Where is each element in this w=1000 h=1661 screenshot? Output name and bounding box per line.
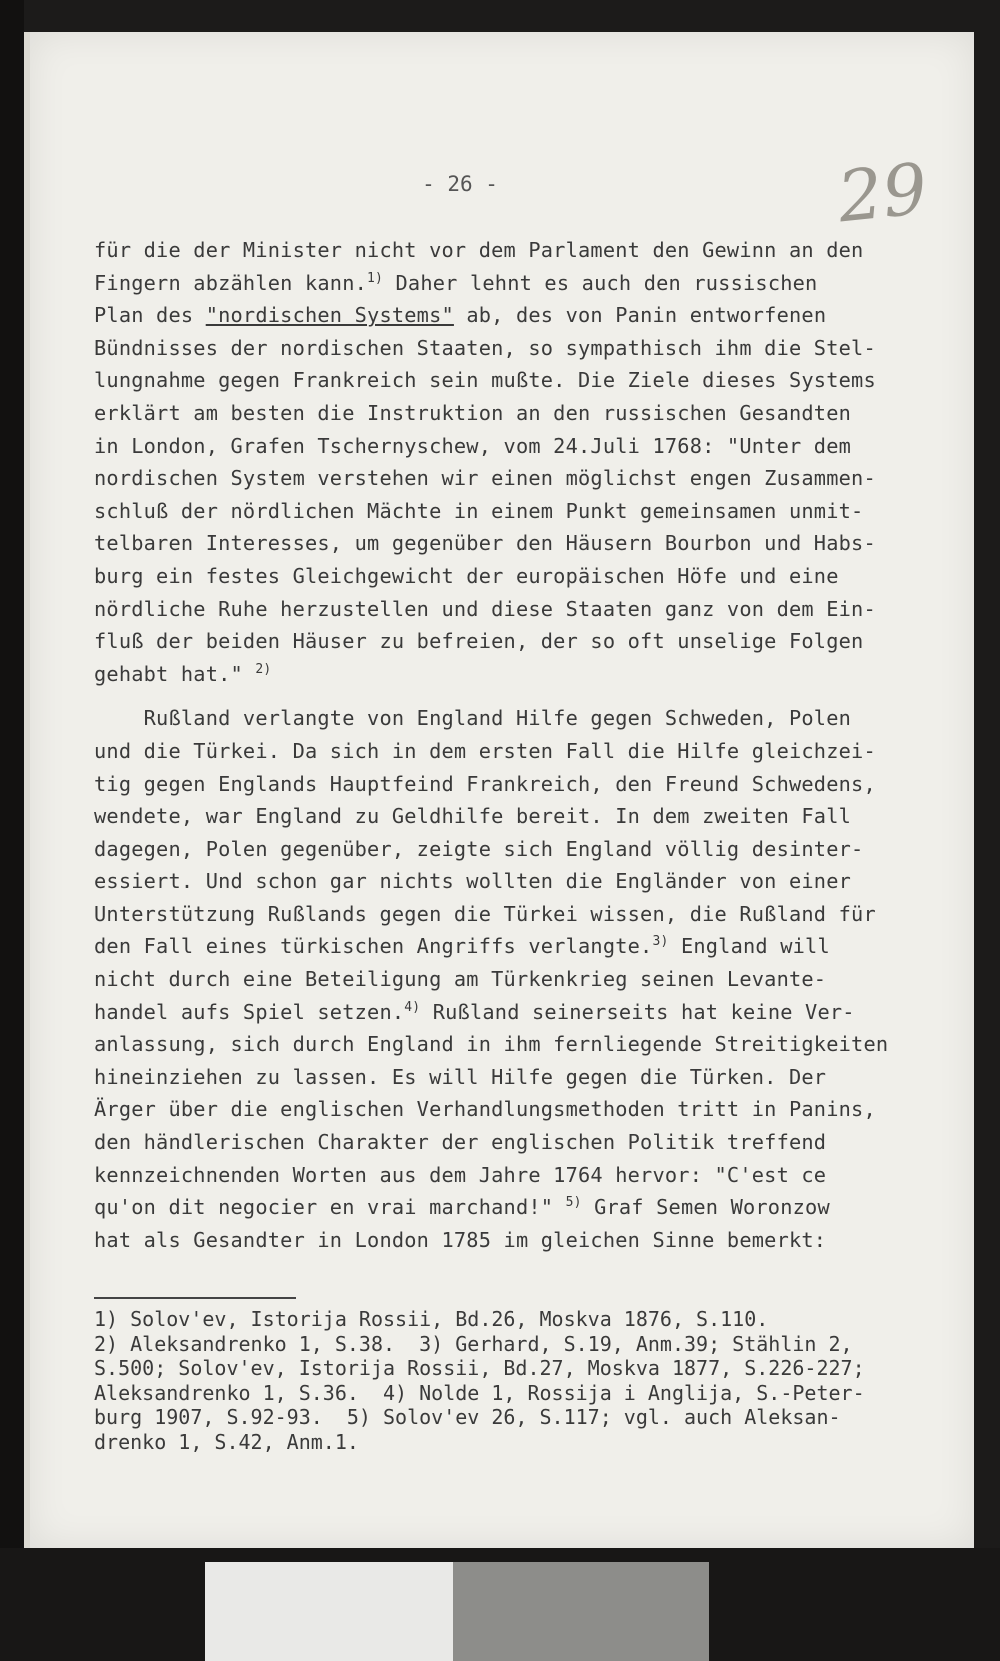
text-line: anlassung, sich durch England in ihm fernliegende Streitigkeiten	[94, 1032, 889, 1057]
text-line: fluß der beiden Häuser zu befreien, der so oft unselige Folgen	[94, 629, 864, 654]
text-line: für die der Minister nicht vor dem Parlament den Gewinn an den	[94, 238, 864, 262]
footnote-line: drenko 1, S.42, Anm.1.	[94, 1429, 359, 1454]
text-line: Plan des "nordischen Systems" ab, des von Panin entworfenen	[94, 303, 827, 328]
text-line: nordischen System verstehen wir einen möglichst engen Zusammen-	[94, 466, 876, 491]
text-line: erklärt am besten die Instruktion an den russischen Gesandten	[94, 400, 852, 425]
footnote-ref: 1)	[367, 270, 384, 286]
calibration-card-white	[205, 1562, 453, 1661]
footnote-ref: 4)	[404, 999, 421, 1015]
footnote-separator	[94, 1297, 296, 1299]
text-line: dagegen, Polen gegenüber, zeigte sich England völlig desinter-	[94, 836, 864, 861]
text-line: nicht durch eine Beteiligung am Türkenkrieg seinen Levante-	[94, 967, 827, 992]
scan-border	[0, 0, 24, 1661]
footnote-line: 2) Aleksandrenko 1, S.38. 3) Gerhard, S.19, Anm.39; Stählin 2,	[94, 1331, 853, 1356]
footnotes	[94, 1307, 954, 1455]
text-line: burg ein festes Gleichgewicht der europäischen Höfe und eine	[94, 563, 839, 588]
footnote-line: 1) Solov'ev, Istorija Rossii, Bd.26, Moskva 1876, S.110.	[94, 1307, 769, 1331]
footnote-ref: 3)	[652, 934, 669, 950]
text-line: telbaren Interesses, um gegenüber den Häusern Bourbon und Habs-	[94, 531, 876, 556]
text-line: hat als Gesandter in London 1785 im gleichen Sinne bemerkt:	[94, 1227, 827, 1252]
text-line: in London, Grafen Tschernyschew, vom 24.Juli 1768: "Unter dem	[94, 433, 852, 458]
text-line: den Fall eines türkischen Angriffs verlangte.$^{3)}$ England will	[94, 934, 830, 959]
text-line: Rußland verlangte von England Hilfe gegen Schweden, Polen	[94, 706, 852, 731]
page-number: - 26 -	[422, 172, 498, 196]
text-line: handel aufs Spiel setzen.$^{4)}$ Rußland seinerseits hat keine Ver-	[94, 999, 855, 1024]
text-line: qu'on dit negocier en vrai marchand!" $^{5)}$ Graf Semen Woronzow	[94, 1195, 830, 1220]
footnote-ref: 2)	[255, 661, 272, 677]
underlined-term: "nordischen Systems"	[205, 303, 454, 328]
text-line: kennzeichnenden Worten aus dem Jahre 1764 hervor: "C'est ce	[94, 1162, 827, 1187]
text-line: gehabt hat." $^{2)}$	[94, 661, 272, 686]
body-text	[94, 234, 954, 1256]
text-line: wendete, war England zu Geldhilfe bereit. In dem zweiten Fall	[94, 804, 852, 829]
text-line: essiert. Und schon gar nichts wollten die Engländer von einer	[94, 869, 852, 894]
footnote-line: S.500; Solov'ev, Istorija Rossii, Bd.27, Moskva 1877, S.226-227;	[94, 1356, 865, 1381]
text-line: Fingern abzählen kann.$^{1)}$ Daher lehnt es auch den russischen	[94, 270, 818, 295]
text-line: Bündnisses der nordischen Staaten, so sympathisch ihm die Stel-	[94, 335, 876, 360]
text-line: Ärger über die englischen Verhandlungsmethoden tritt in Panins,	[94, 1097, 876, 1122]
footnote-line: burg 1907, S.92-93. 5) Solov'ev 26, S.117; vgl. auch Aleksan-	[94, 1405, 841, 1430]
text-line: Unterstützung Rußlands gegen die Türkei wissen, die Rußland für	[94, 901, 876, 926]
text-line: hineinziehen zu lassen. Es will Hilfe gegen die Türken. Der	[94, 1064, 827, 1089]
text-line: tig gegen Englands Hauptfeind Frankreich, den Freund Schwedens,	[94, 771, 876, 796]
footnote-ref: 5)	[565, 1195, 582, 1211]
text-line: und die Türkei. Da sich in dem ersten Fall die Hilfe gleichzei-	[94, 738, 876, 763]
text-line: schluß der nördlichen Mächte in einem Punkt gemeinsamen unmit-	[94, 498, 864, 523]
handwritten-folio-number: 29	[833, 147, 932, 239]
text-line: den händlerischen Charakter der englischen Politik treffend	[94, 1130, 827, 1155]
text-line: nördliche Ruhe herzustellen und diese Staaten ganz von dem Ein-	[94, 596, 876, 621]
text-line: lungnahme gegen Frankreich sein mußte. Die Ziele dieses Systems	[94, 368, 876, 393]
footnote-line: Aleksandrenko 1, S.36. 4) Nolde 1, Rossija i Anglija, S.-Peter-	[94, 1380, 865, 1405]
calibration-card-grey	[453, 1562, 709, 1661]
